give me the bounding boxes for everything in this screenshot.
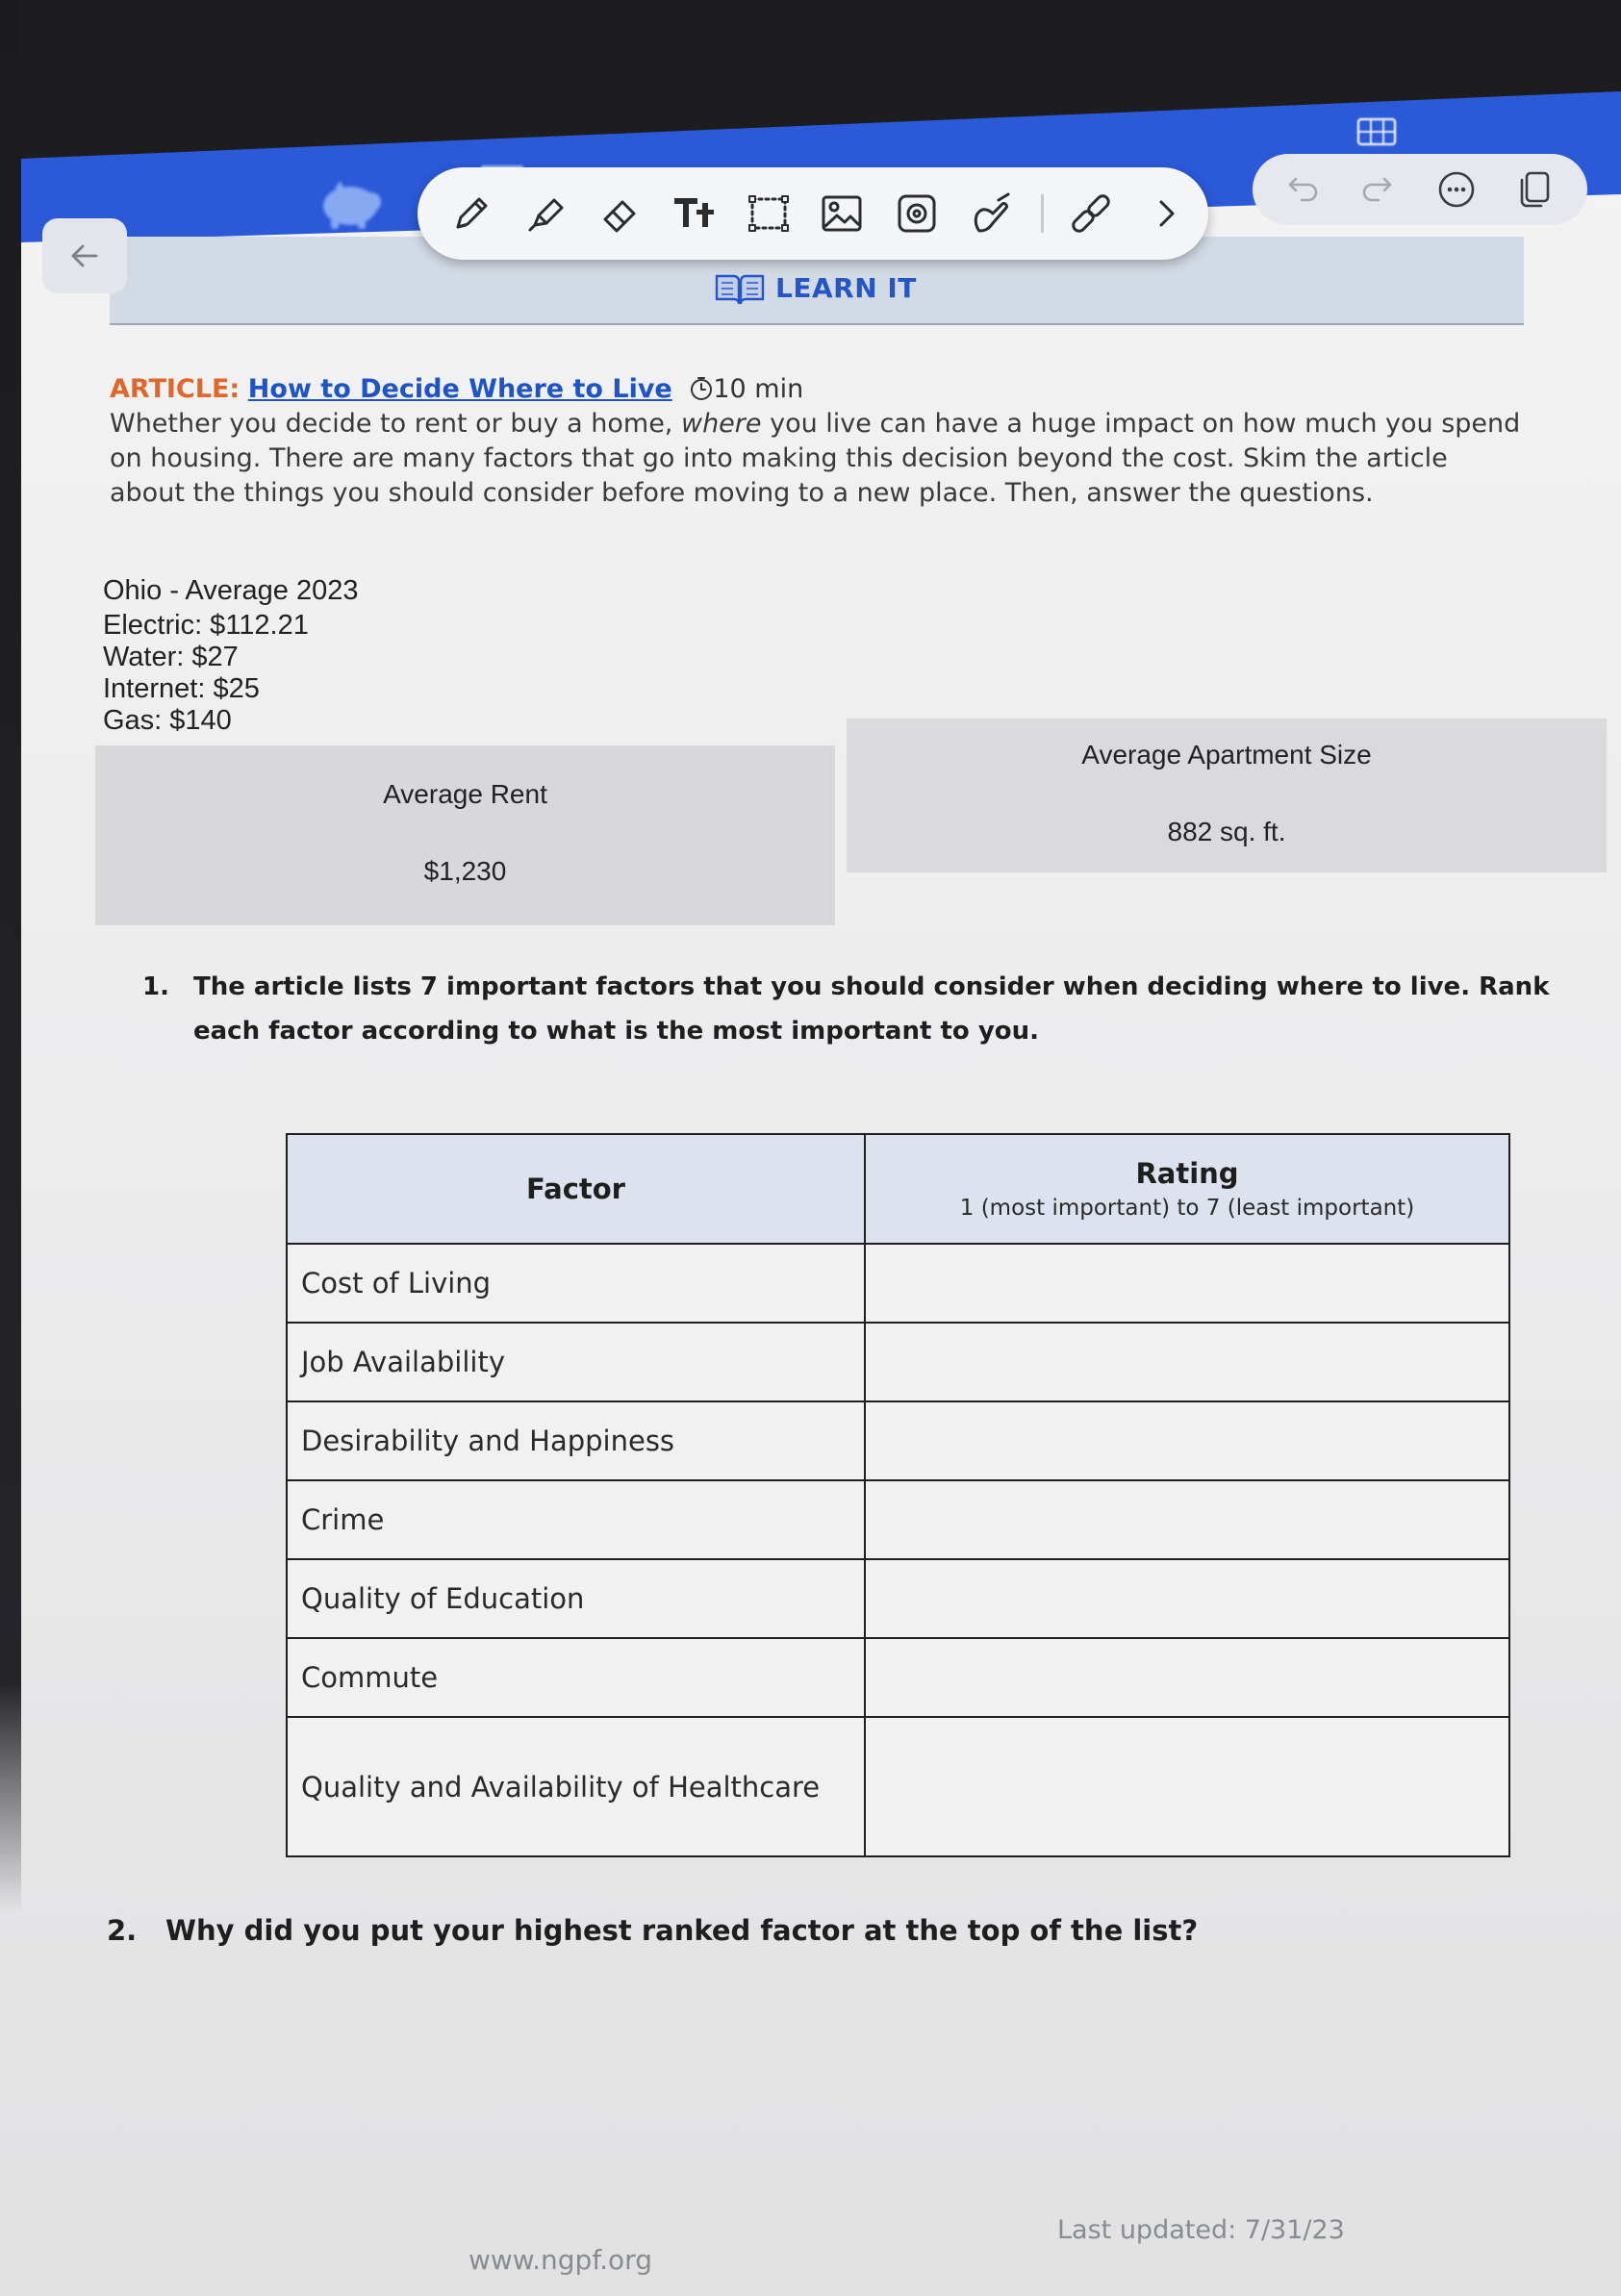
select-area-button[interactable] <box>742 187 796 240</box>
rating-header <box>865 1134 1509 1244</box>
section-title: LEARN IT <box>775 272 917 304</box>
more-options-button[interactable] <box>1433 166 1480 213</box>
average-rent-card <box>95 745 835 925</box>
undo-button[interactable] <box>1280 166 1327 213</box>
clock-icon <box>690 376 713 401</box>
footer-site: www.ngpf.org <box>469 2244 652 2276</box>
intro-text-rest: you live can have a huge impact on how much you spend on housing. There are many factors that go into making this decision beyond the cost. Skim the article about the things you should consider before moving to a new place. Then, answer the questions. <box>110 409 1521 508</box>
rating-scale: 1 (most important) to 7 (least important) <box>959 1196 1415 1221</box>
table-row <box>287 1717 1509 1856</box>
section-header <box>714 271 917 306</box>
back-button[interactable] <box>42 218 127 293</box>
toolbar-divider <box>1041 194 1044 233</box>
rating-cell <box>865 1401 1509 1480</box>
table-row <box>287 1401 1509 1480</box>
redo-button[interactable] <box>1354 166 1400 213</box>
grid-icon <box>1356 117 1397 146</box>
rating-cell <box>865 1559 1509 1638</box>
link-icon <box>1064 187 1118 240</box>
table-row <box>287 1323 1509 1401</box>
reading-time: 10 min <box>713 374 804 404</box>
article-link[interactable]: How to Decide Where to Live <box>247 374 672 404</box>
annotation-toolbar <box>418 167 1208 260</box>
pages-icon <box>1510 166 1557 213</box>
question-1-number: 1. <box>142 972 169 1001</box>
rating-cell <box>865 1717 1509 1856</box>
table-row <box>287 1480 1509 1559</box>
screen-edge <box>0 0 21 1914</box>
rating-cell <box>865 1244 1509 1323</box>
eraser-tool-button[interactable] <box>594 187 647 240</box>
ranking-table <box>286 1133 1510 1857</box>
table-row <box>287 1638 1509 1717</box>
question-1-text: The article lists 7 important factors that you should consider when deciding where to live. Rank each factor according to what is the most important to you. <box>193 972 1550 1046</box>
average-rent-value: $1,230 <box>423 856 507 886</box>
rating-cell <box>865 1323 1509 1401</box>
cost-electric: Electric: $112.21 <box>103 610 309 641</box>
factor-cell: Cost of Living <box>287 1244 865 1323</box>
capture-icon <box>890 187 944 240</box>
table-row <box>287 1559 1509 1638</box>
factor-header-label: Factor <box>526 1173 625 1205</box>
signature-tool-button[interactable] <box>964 187 1018 240</box>
highlighter-tool-button[interactable] <box>519 187 573 240</box>
undo-icon <box>1280 166 1327 213</box>
apartment-size-label: Average Apartment Size <box>1081 740 1372 770</box>
table-header-row <box>287 1134 1509 1244</box>
factor-header <box>287 1134 865 1244</box>
question-2-number: 2. <box>107 1914 138 1947</box>
piggy-bank-icon <box>316 177 387 233</box>
factor-cell: Desirability and Happiness <box>287 1401 865 1480</box>
utility-costs <box>103 571 359 737</box>
text-tool-icon <box>669 187 722 240</box>
article-label: ARTICLE: <box>110 374 241 404</box>
eraser-icon <box>594 187 647 240</box>
pen-tool-button[interactable] <box>444 187 498 240</box>
pen-icon <box>444 187 498 240</box>
factor-cell: Quality and Availability of Healthcare <box>287 1717 865 1856</box>
cost-gas: Gas: $140 <box>103 705 232 736</box>
factor-cell: Quality of Education <box>287 1559 865 1638</box>
intro-text-start: Whether you decide to rent or buy a home, <box>110 409 681 439</box>
table-row <box>287 1244 1509 1323</box>
rating-cell <box>865 1480 1509 1559</box>
average-rent-label: Average Rent <box>383 779 547 809</box>
link-tool-button[interactable] <box>1064 187 1118 240</box>
chevron-right-icon <box>1140 187 1194 240</box>
factor-cell: Commute <box>287 1638 865 1717</box>
cost-internet: Internet: $25 <box>103 673 260 704</box>
redo-icon <box>1354 166 1400 213</box>
more-icon <box>1433 166 1480 213</box>
text-tool-button[interactable] <box>669 187 722 240</box>
rating-header-label: Rating <box>1135 1157 1239 1190</box>
highlighter-icon <box>519 187 573 240</box>
article-reference <box>110 372 1524 407</box>
factor-cell: Crime <box>287 1480 865 1559</box>
arrow-left-icon <box>63 235 106 277</box>
article-intro <box>110 407 1524 511</box>
image-tool-button[interactable] <box>815 187 869 240</box>
select-area-icon <box>742 187 796 240</box>
pages-button[interactable] <box>1510 166 1557 213</box>
rating-cell <box>865 1638 1509 1717</box>
intro-emphasis: where <box>680 409 762 439</box>
capture-tool-button[interactable] <box>890 187 944 240</box>
image-icon <box>815 187 869 240</box>
signature-icon <box>964 187 1018 240</box>
cost-water: Water: $27 <box>103 642 239 672</box>
apartment-size-value: 882 sq. ft. <box>1167 817 1286 846</box>
history-controls <box>1253 154 1587 225</box>
factor-cell: Job Availability <box>287 1323 865 1401</box>
apartment-size-card <box>847 719 1607 872</box>
footer-last-updated: Last updated: 7/31/23 <box>1057 2215 1345 2245</box>
costs-heading: Ohio - Average 2023 <box>103 575 359 606</box>
toolbar-more-button[interactable] <box>1140 187 1194 240</box>
question-2-text: Why did you put your highest ranked factor at the top of the list? <box>165 1914 1199 1947</box>
book-icon <box>714 271 766 306</box>
